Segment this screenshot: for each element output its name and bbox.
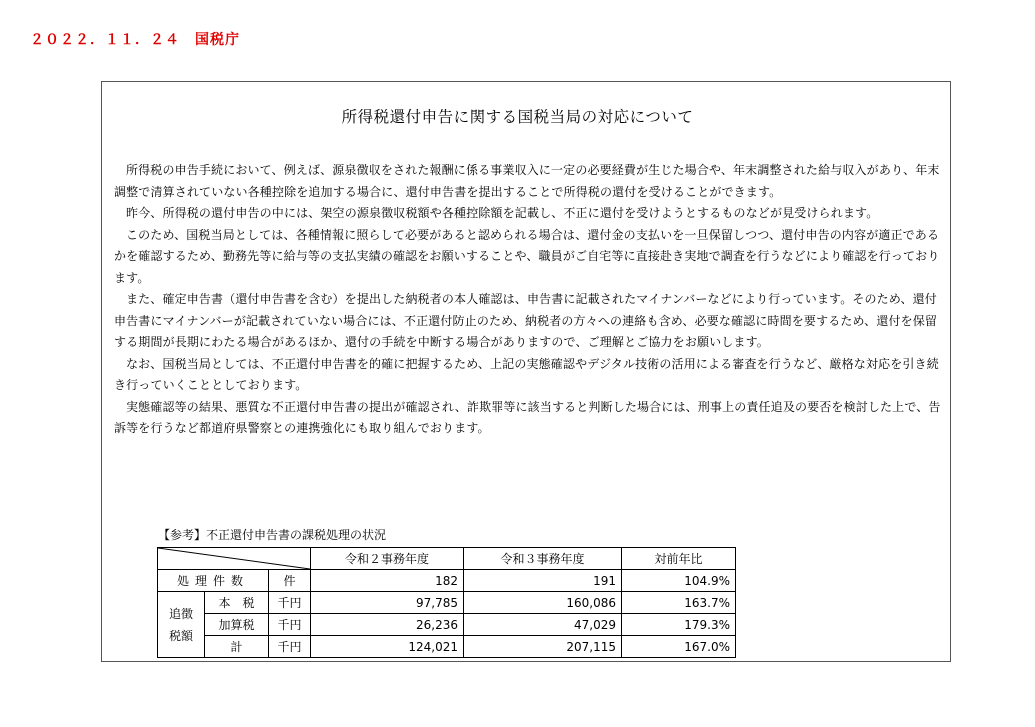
table-header-row (158, 548, 736, 570)
unit-cell: 千円 (269, 614, 311, 636)
value-cell: 26,236 (311, 614, 464, 636)
value-cell: 191 (464, 570, 622, 592)
row-label: 加算税 (205, 614, 269, 636)
value-cell: 167.0% (622, 636, 736, 658)
value-cell: 124,021 (311, 636, 464, 658)
value-cell: 104.9% (622, 570, 736, 592)
value-cell: 179.3% (622, 614, 736, 636)
unit-cell: 件 (269, 570, 311, 592)
unit-cell: 千円 (269, 592, 311, 614)
row-label: 計 (205, 636, 269, 658)
value-cell: 207,115 (464, 636, 622, 658)
paragraph: 昨今、所得税の還付申告の中には、架空の源泉徴収税額や各種控除額を記載し、不正に還付を受けようとするものなどが見受けられます。 (126, 206, 879, 220)
value-cell: 182 (311, 570, 464, 592)
column-header: 令和２事務年度 (311, 548, 464, 570)
column-header: 対前年比 (622, 548, 736, 570)
paragraph: 所得税の申告手続において、例えば、源泉徴収をされた報酬に係る事業収入に一定の必要経費が生じた場合や、年末調整された給与収入があり、年末調整で清算されていない各種控除を追加する場合に、還付申告書を提出することで所得税の還付を受けることができます。 (114, 163, 940, 199)
paragraph: 実態確認等の結果、悪質な不正還付申告書の提出が確認され、詐欺罪等に該当すると判断した場合には、刑事上の責任追及の要否を検討した上で、告訴等を行うなど都道府県警察との連携強化にも取り組んでおります。 (114, 399, 941, 435)
row-label: 本 税 (205, 592, 269, 614)
value-cell: 160,086 (464, 592, 622, 614)
group-label (158, 592, 205, 658)
row-label: 処理件数 (158, 570, 269, 592)
reference-table (157, 547, 736, 658)
group-label-line: 税額 (168, 628, 193, 643)
column-header: 令和３事務年度 (464, 548, 622, 570)
paragraph: また、確定申告書（還付申告書を含む）を提出した納税者の本人確認は、申告書に記載されたマイナンバーなどにより行っています。そのため、還付申告書にマイナンバーが記載されていない場合には、不正還付防止のため、納税者の方々への連絡も含め、必要な確認に時間を要するため、還付を保留する期間が長期にわたる場合があるほか、還付の手続を中断する場合がありますので、ご理解とご協力をお願いします。 (114, 292, 938, 349)
date-agency-header: ２０２２．１１．２４ 国税庁 (30, 32, 240, 48)
value-cell: 163.7% (622, 592, 736, 614)
notice-title: 所得税還付申告に関する国税当局の対応について (341, 108, 694, 126)
reference-caption: 【参考】不正還付申告書の課税処理の状況 (158, 528, 387, 542)
table-row (158, 570, 736, 592)
paragraph: このため、国税当局としては、各種情報に照らして必要があると認められる場合は、還付金の支払いを一旦保留しつつ、還付申告の内容が適正であるかを確認するため、勤務先等に給与等の支払実績の確認をお願いすることや、職員がご自宅等に直接赴き実地で調査を行うなどにより確認を行っております。 (114, 227, 940, 285)
table-row (158, 592, 736, 614)
unit-cell: 千円 (269, 636, 311, 658)
table-row (158, 636, 736, 658)
value-cell: 47,029 (464, 614, 622, 636)
value-cell: 97,785 (311, 592, 464, 614)
group-label-line: 追徴 (168, 606, 193, 621)
table-row (158, 614, 736, 636)
paragraph: なお、国税当局としては、不正還付申告書を的確に把握するため、上記の実態確認やデジタル技術の活用による審査を行うなど、厳格な対応を引き続き行っていくこととしております。 (114, 356, 939, 392)
notice-body (114, 160, 944, 440)
diagonal-corner-cell (158, 548, 311, 570)
